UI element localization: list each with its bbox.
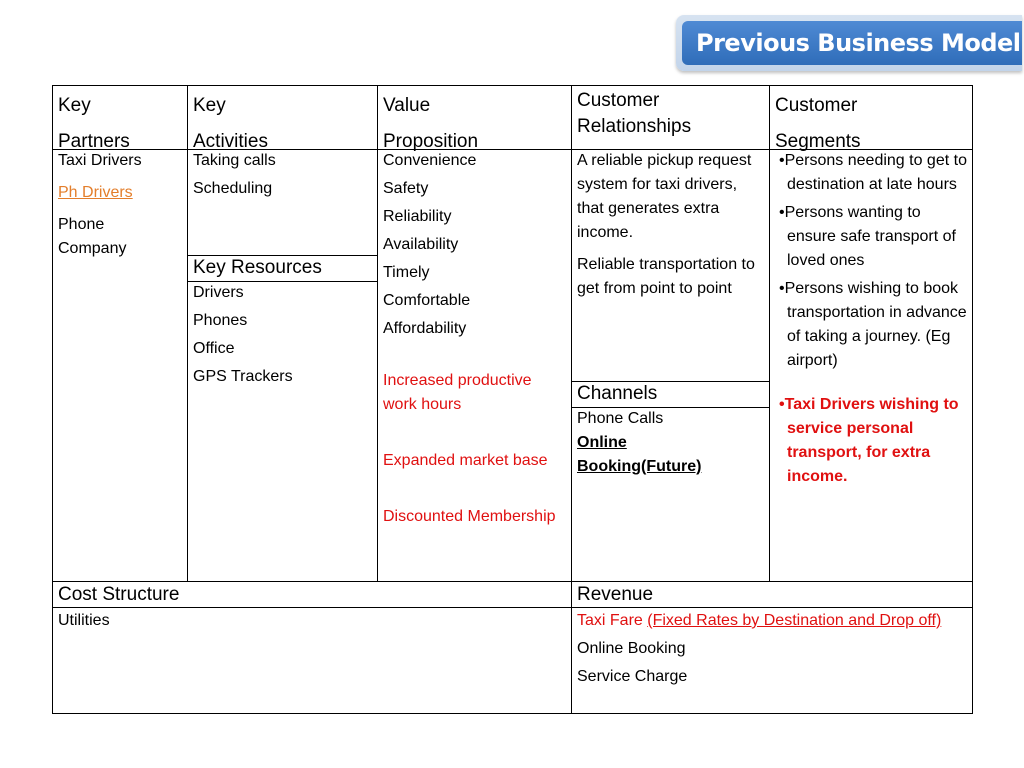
partner-item: Phone Company [58, 216, 127, 257]
key-activities-list [193, 149, 375, 201]
key-activities-header: Key Activities [193, 95, 268, 152]
value-proposition-header: Value Proposition [383, 95, 479, 152]
key-partners-header: Key Partners [58, 95, 130, 152]
channels-list [577, 407, 727, 479]
segment-item: •Persons wishing to book transportation in advance of taking a journey. (Eg airport) [779, 280, 967, 369]
segment-item-highlight: •Taxi Drivers wishing to service personal transport, for extra income. [779, 396, 959, 485]
value-proposition-list [383, 149, 569, 529]
revenue-item: Online Booking [577, 640, 686, 657]
channel-item-link[interactable]: Online Booking(Future) [577, 434, 702, 475]
customer-segments-header: Customer Segments [775, 95, 861, 152]
cost-structure-header: Cost Structure [58, 584, 180, 605]
revenue-item-taxi-fare: Taxi Fare (Fixed Rates by Destination and Drop off) [577, 612, 942, 629]
slide-title: Previous Business Model [682, 21, 1022, 65]
partner-item: Taxi Drivers [58, 152, 142, 169]
resource-item: Drivers [193, 284, 244, 301]
cost-structure-list [58, 609, 568, 633]
resource-item: GPS Trackers [193, 368, 293, 385]
value-item: Timely [383, 264, 430, 281]
activity-item: Scheduling [193, 180, 273, 197]
revenue-header: Revenue [577, 584, 654, 605]
taxi-fare-detail-link[interactable]: (Fixed Rates by Destination and Drop off) [647, 612, 942, 629]
revenue-list [577, 609, 969, 689]
relationship-item: Reliable transportation to get from point to point [577, 256, 755, 297]
title-badge [676, 15, 1022, 71]
partner-item-link[interactable]: Ph Drivers [58, 184, 133, 201]
customer-segments-list [775, 149, 971, 489]
customer-relationships-header: Customer Relationships [577, 90, 692, 137]
segment-item: •Persons needing to get to destination at late hours [779, 152, 967, 193]
business-model-canvas [52, 85, 973, 714]
key-resources-list [193, 281, 375, 389]
value-item: Comfortable [383, 292, 471, 309]
revenue-item: Service Charge [577, 668, 688, 685]
cost-item: Utilities [58, 612, 110, 629]
value-item-highlight: Increased productive work hours [383, 372, 532, 413]
value-item: Safety [383, 180, 429, 197]
key-partners-list [58, 149, 186, 261]
value-item: Reliability [383, 208, 452, 225]
customer-relationships-list [577, 149, 767, 301]
value-item: Availability [383, 236, 459, 253]
relationship-item: A reliable pickup request system for taxi drivers, that generates extra income. [577, 152, 752, 241]
channels-header: Channels [577, 383, 658, 404]
value-item-highlight: Expanded market base [383, 452, 548, 469]
resource-item: Phones [193, 312, 248, 329]
resource-item: Office [193, 340, 235, 357]
key-resources-header: Key Resources [193, 257, 322, 278]
activity-item: Taking calls [193, 152, 276, 169]
value-item-highlight: Discounted Membership [383, 508, 556, 525]
channel-item: Phone Calls [577, 410, 664, 427]
segment-item: •Persons wanting to ensure safe transport of loved ones [779, 204, 956, 269]
value-item: Affordability [383, 320, 467, 337]
value-item: Convenience [383, 152, 477, 169]
